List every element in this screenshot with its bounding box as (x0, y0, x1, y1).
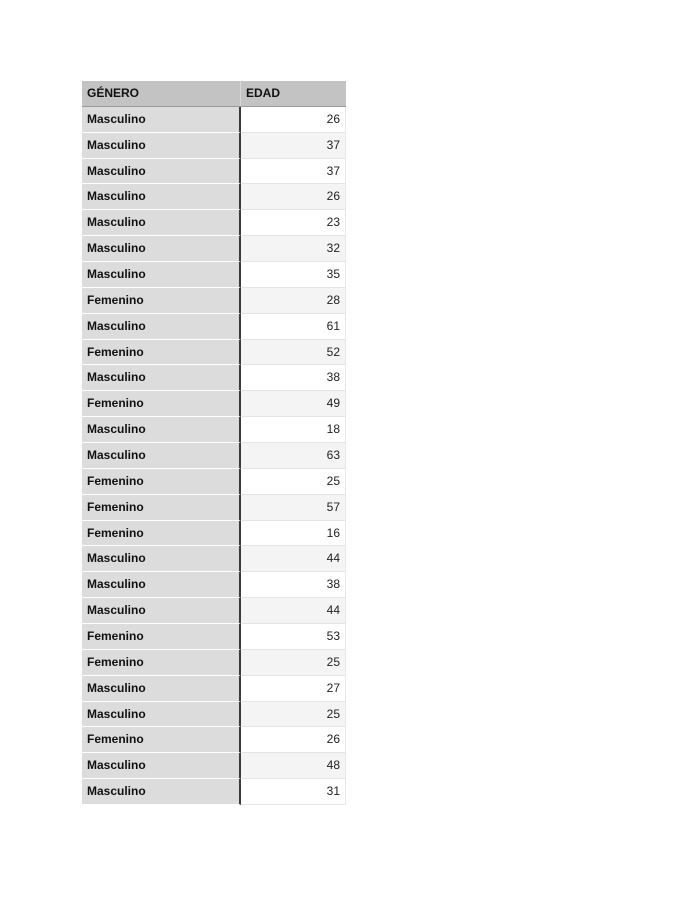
cell-edad: 31 (241, 779, 346, 805)
table-row (82, 676, 346, 702)
cell-genero: Femenino (82, 340, 241, 366)
table-row (82, 288, 346, 314)
cell-genero: Masculino (82, 417, 241, 443)
table-row (82, 443, 346, 469)
cell-edad: 37 (241, 133, 346, 159)
table-body (82, 107, 346, 805)
cell-genero: Masculino (82, 365, 241, 391)
cell-edad: 25 (241, 469, 346, 495)
table-row (82, 779, 346, 805)
cell-genero: Masculino (82, 546, 241, 572)
cell-genero: Femenino (82, 650, 241, 676)
cell-genero: Masculino (82, 598, 241, 624)
cell-edad: 26 (241, 727, 346, 753)
cell-genero: Femenino (82, 727, 241, 753)
cell-genero: Femenino (82, 288, 241, 314)
cell-genero: Masculino (82, 753, 241, 779)
cell-genero: Masculino (82, 572, 241, 598)
data-table (82, 81, 346, 805)
table-row (82, 107, 346, 133)
cell-edad: 61 (241, 314, 346, 340)
table-row (82, 184, 346, 210)
cell-edad: 44 (241, 598, 346, 624)
cell-edad: 25 (241, 702, 346, 728)
cell-genero: Masculino (82, 314, 241, 340)
table-row (82, 391, 346, 417)
table-header (82, 81, 346, 107)
cell-genero: Masculino (82, 159, 241, 185)
table-row (82, 495, 346, 521)
cell-genero: Femenino (82, 495, 241, 521)
cell-genero: Femenino (82, 469, 241, 495)
table-row (82, 753, 346, 779)
cell-edad: 63 (241, 443, 346, 469)
cell-edad: 28 (241, 288, 346, 314)
table-row (82, 572, 346, 598)
column-header-edad: EDAD (246, 86, 281, 100)
table-row (82, 365, 346, 391)
cell-edad: 25 (241, 650, 346, 676)
table-row (82, 546, 346, 572)
table-row (82, 727, 346, 753)
table-row (82, 702, 346, 728)
table-row (82, 314, 346, 340)
table-row (82, 521, 346, 547)
cell-edad: 32 (241, 236, 346, 262)
cell-genero: Masculino (82, 210, 241, 236)
cell-edad: 16 (241, 521, 346, 547)
cell-genero: Masculino (82, 702, 241, 728)
cell-edad: 37 (241, 159, 346, 185)
table-row (82, 650, 346, 676)
cell-edad: 57 (241, 495, 346, 521)
cell-edad: 53 (241, 624, 346, 650)
cell-genero: Masculino (82, 443, 241, 469)
table-row (82, 598, 346, 624)
table-row (82, 133, 346, 159)
table-row (82, 210, 346, 236)
table-row (82, 236, 346, 262)
cell-genero: Masculino (82, 262, 241, 288)
cell-genero: Masculino (82, 107, 241, 133)
cell-edad: 52 (241, 340, 346, 366)
cell-genero: Femenino (82, 624, 241, 650)
table-row (82, 340, 346, 366)
table-row (82, 469, 346, 495)
cell-genero: Masculino (82, 133, 241, 159)
cell-edad: 18 (241, 417, 346, 443)
cell-genero: Masculino (82, 779, 241, 805)
cell-edad: 48 (241, 753, 346, 779)
cell-edad: 23 (241, 210, 346, 236)
cell-edad: 26 (241, 184, 346, 210)
cell-edad: 35 (241, 262, 346, 288)
cell-edad: 27 (241, 676, 346, 702)
table-row (82, 159, 346, 185)
cell-genero: Masculino (82, 676, 241, 702)
table-row (82, 624, 346, 650)
cell-genero: Masculino (82, 236, 241, 262)
cell-edad: 38 (241, 572, 346, 598)
cell-edad: 38 (241, 365, 346, 391)
table-row (82, 262, 346, 288)
cell-genero: Femenino (82, 521, 241, 547)
cell-genero: Femenino (82, 391, 241, 417)
cell-genero: Masculino (82, 184, 241, 210)
cell-edad: 26 (241, 107, 346, 133)
column-header-genero: GÉNERO (82, 81, 241, 106)
cell-edad: 49 (241, 391, 346, 417)
table-row (82, 417, 346, 443)
cell-edad: 44 (241, 546, 346, 572)
